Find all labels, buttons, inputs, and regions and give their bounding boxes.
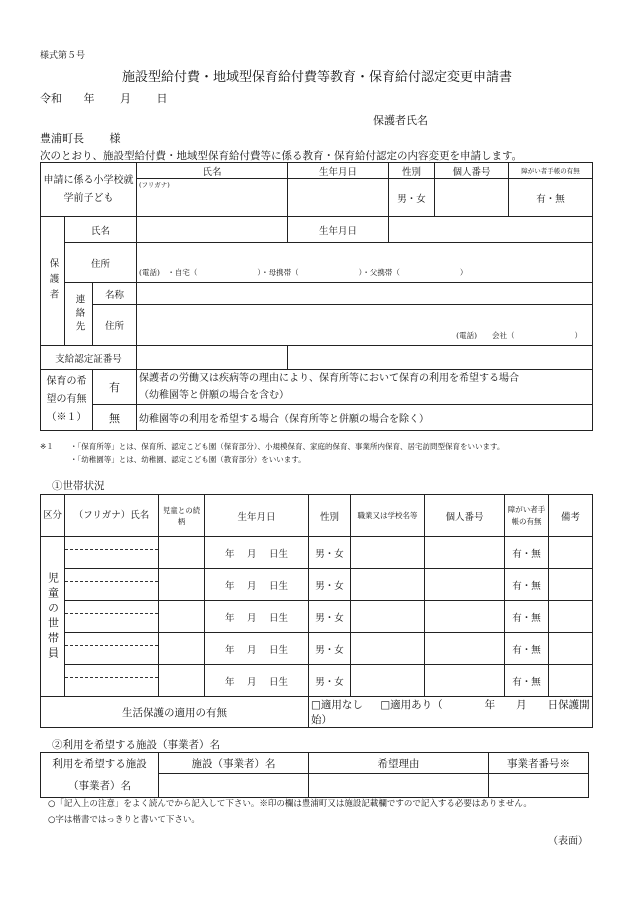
day-label: 日 [156, 92, 168, 105]
child-birth-field[interactable] [288, 179, 389, 217]
page-title: 施設型給付費・地域型保育給付費等教育・保育給付認定変更申請書 [122, 70, 513, 85]
welfare-none-checkbox[interactable]: □適用なし [311, 699, 363, 711]
guardian-birth-field[interactable] [389, 217, 593, 243]
date-line [40, 90, 168, 106]
child-disability-field[interactable]: 有・無 [509, 179, 593, 217]
footer-note-2: ○字は楷書ではっきりと書いて下さい。 [48, 815, 200, 825]
member-job-field[interactable] [351, 569, 425, 601]
phone-line: (電話) ・自宅（ ）・母携帯（ ）・父携帯（ ） [139, 268, 468, 277]
note-1-mark: ※１ [40, 442, 54, 451]
member-job-field[interactable] [351, 601, 425, 633]
month-label: 月 [120, 92, 131, 105]
household-row [41, 537, 593, 569]
member-job-field[interactable] [351, 537, 425, 569]
member-disability-field[interactable]: 有・無 [505, 633, 549, 665]
facility-code-field[interactable] [489, 774, 589, 798]
member-mynumber-field[interactable] [425, 569, 505, 601]
hope-no[interactable]: 無 [93, 405, 137, 431]
member-birth-field[interactable]: 年 月 日生 [205, 537, 309, 569]
guardian-birth-label: 生年月日 [288, 217, 389, 243]
member-note-field[interactable] [549, 537, 593, 569]
member-birth-field[interactable]: 年 月 日生 [205, 633, 309, 665]
guardian-address-label: 住所 [65, 243, 137, 283]
member-note-field[interactable] [549, 601, 593, 633]
hope-no-text: 幼稚園等の利用を希望する場合（保育所等と併願の場合を除く） [137, 405, 593, 431]
member-name-field[interactable] [65, 537, 159, 569]
guardian-name-field[interactable] [137, 217, 288, 243]
member-disability-field[interactable]: 有・無 [505, 601, 549, 633]
col-job: 職業又は学校名等 [351, 495, 425, 537]
col-birth: 生年月日 [288, 163, 389, 179]
household-row [41, 633, 593, 665]
household-table [40, 494, 593, 728]
hope-label: 保育の希望の有無（※１） [41, 370, 93, 431]
member-sex-field[interactable]: 男・女 [309, 537, 351, 569]
intro-text: 次のとおり、施設型給付費・地域型保育給付費等に係る教育・保育給付認定の内容変更を申請します。 [40, 150, 523, 162]
member-disability-field[interactable]: 有・無 [505, 537, 549, 569]
member-mynumber-field[interactable] [425, 665, 505, 697]
addressee [40, 130, 121, 146]
era: 令和 [40, 92, 62, 105]
welfare-options [309, 697, 593, 728]
col-member-name: （フリガナ）氏名 [65, 495, 159, 537]
page-side-label: （表面） [548, 836, 588, 847]
member-name-field[interactable] [65, 665, 159, 697]
facility-label: 利用を希望する施設（事業者）名 [41, 753, 159, 798]
application-table [40, 162, 593, 431]
member-birth-field[interactable]: 年 月 日生 [205, 569, 309, 601]
member-mynumber-field[interactable] [425, 633, 505, 665]
member-birth-field[interactable]: 年 月 日生 [205, 665, 309, 697]
note-1b: ・「幼稚園等」とは、幼稚園、認定こども園（教育部分）をいいます。 [70, 455, 306, 464]
furigana-label: (フリガナ) [139, 181, 170, 189]
child-label: 申請に係る小学校就学前子ども [41, 163, 137, 217]
addressee-name: 豊浦町長 [40, 132, 84, 145]
contact-name-label: 名称 [93, 283, 137, 305]
contact-side-label: 連絡先 [65, 283, 93, 346]
welfare-label: 生活保護の適用の有無 [41, 697, 309, 728]
col-kubun: 区分 [41, 495, 65, 537]
member-relation-field[interactable] [159, 601, 205, 633]
member-name-field[interactable] [65, 601, 159, 633]
member-job-field[interactable] [351, 633, 425, 665]
member-disability-field[interactable]: 有・無 [505, 569, 549, 601]
household-side-label: 児童の世帯員 [41, 537, 65, 697]
member-disability-field[interactable]: 有・無 [505, 665, 549, 697]
facility-table [40, 752, 589, 798]
col-member-sex: 性別 [309, 495, 351, 537]
member-sex-field[interactable]: 男・女 [309, 665, 351, 697]
member-mynumber-field[interactable] [425, 601, 505, 633]
household-heading: ①世帯状況 [52, 480, 105, 492]
hope-yes-text-1: 保護者の労働又は疾病等の理由により、保育所等において保育の利用を希望する場合 [139, 373, 520, 384]
member-sex-field[interactable]: 男・女 [309, 569, 351, 601]
cert-number-field[interactable] [137, 346, 288, 370]
child-name-field[interactable] [137, 179, 288, 217]
facility-reason-field[interactable] [309, 774, 489, 798]
company-phone: (電話) 会社（ ） [456, 331, 583, 340]
hope-yes-text [137, 370, 593, 405]
member-name-field[interactable] [65, 633, 159, 665]
household-row [41, 569, 593, 601]
member-birth-field[interactable]: 年 月 日生 [205, 601, 309, 633]
year-label: 年 [83, 92, 95, 105]
col-member-disability: 障がい者手帳の有無 [505, 495, 549, 537]
guardian-name-label: 保護者氏名 [373, 114, 428, 127]
col-member-birth: 生年月日 [205, 495, 309, 537]
note-1a: ・「保育所等」とは、保育所、認定こども園（保育部分）、小規模保育、家庭的保育、事業所内保育、居宅訪問型保育をいいます。 [70, 442, 505, 451]
member-note-field[interactable] [549, 633, 593, 665]
member-mynumber-field[interactable] [425, 537, 505, 569]
col-disability: 障がい者手帳の有無 [509, 163, 593, 179]
member-name-field[interactable] [65, 569, 159, 601]
member-relation-field[interactable] [159, 633, 205, 665]
member-sex-field[interactable]: 男・女 [309, 601, 351, 633]
welfare-yes-checkbox[interactable]: □適用あり（ 年 月 日保護開始） [311, 699, 590, 726]
household-row [41, 665, 593, 697]
child-sex-field[interactable]: 男・女 [389, 179, 435, 217]
col-code: 事業者番号※ [489, 753, 589, 774]
member-relation-field[interactable] [159, 537, 205, 569]
col-sex: 性別 [389, 163, 435, 179]
form-number: 様式第５号 [40, 51, 86, 61]
facility-heading: ②利用を希望する施設（事業者）名 [52, 739, 220, 751]
col-member-mynumber: 個人番号 [425, 495, 505, 537]
member-relation-field[interactable] [159, 665, 205, 697]
footer-note-1: ○「記入上の注意」をよく読んでから記入して下さい。※印の欄は豊浦町又は施設記載欄ですので記入する必要はありません。 [48, 799, 532, 809]
contact-name-field[interactable] [137, 283, 593, 305]
child-mynumber-field[interactable] [435, 179, 509, 217]
cert-blank [288, 346, 593, 370]
cert-number-label: 支給認定証番号 [41, 346, 137, 370]
col-mynumber: 個人番号 [435, 163, 509, 179]
member-note-field[interactable] [549, 569, 593, 601]
col-note: 備考 [549, 495, 593, 537]
hope-yes[interactable]: 有 [93, 370, 137, 405]
col-name: 氏名 [137, 163, 288, 179]
guardian-side-label: 保護者 [41, 217, 65, 346]
honorific: 様 [109, 132, 121, 145]
col-reason: 希望理由 [309, 753, 489, 774]
guardian-name-label-cell: 氏名 [65, 217, 137, 243]
col-facility-name: 施設（事業者）名 [159, 753, 309, 774]
guardian-address-field[interactable] [137, 243, 593, 283]
member-note-field[interactable] [549, 665, 593, 697]
member-job-field[interactable] [351, 665, 425, 697]
household-row [41, 601, 593, 633]
contact-address-label: 住所 [93, 305, 137, 346]
hope-yes-text-2: （幼稚園等と併願の場合を含む） [139, 390, 290, 401]
member-relation-field[interactable] [159, 569, 205, 601]
member-sex-field[interactable]: 男・女 [309, 633, 351, 665]
contact-address-field[interactable] [137, 305, 593, 346]
col-relation: 児童との続柄 [159, 495, 205, 537]
facility-name-field[interactable] [159, 774, 309, 798]
